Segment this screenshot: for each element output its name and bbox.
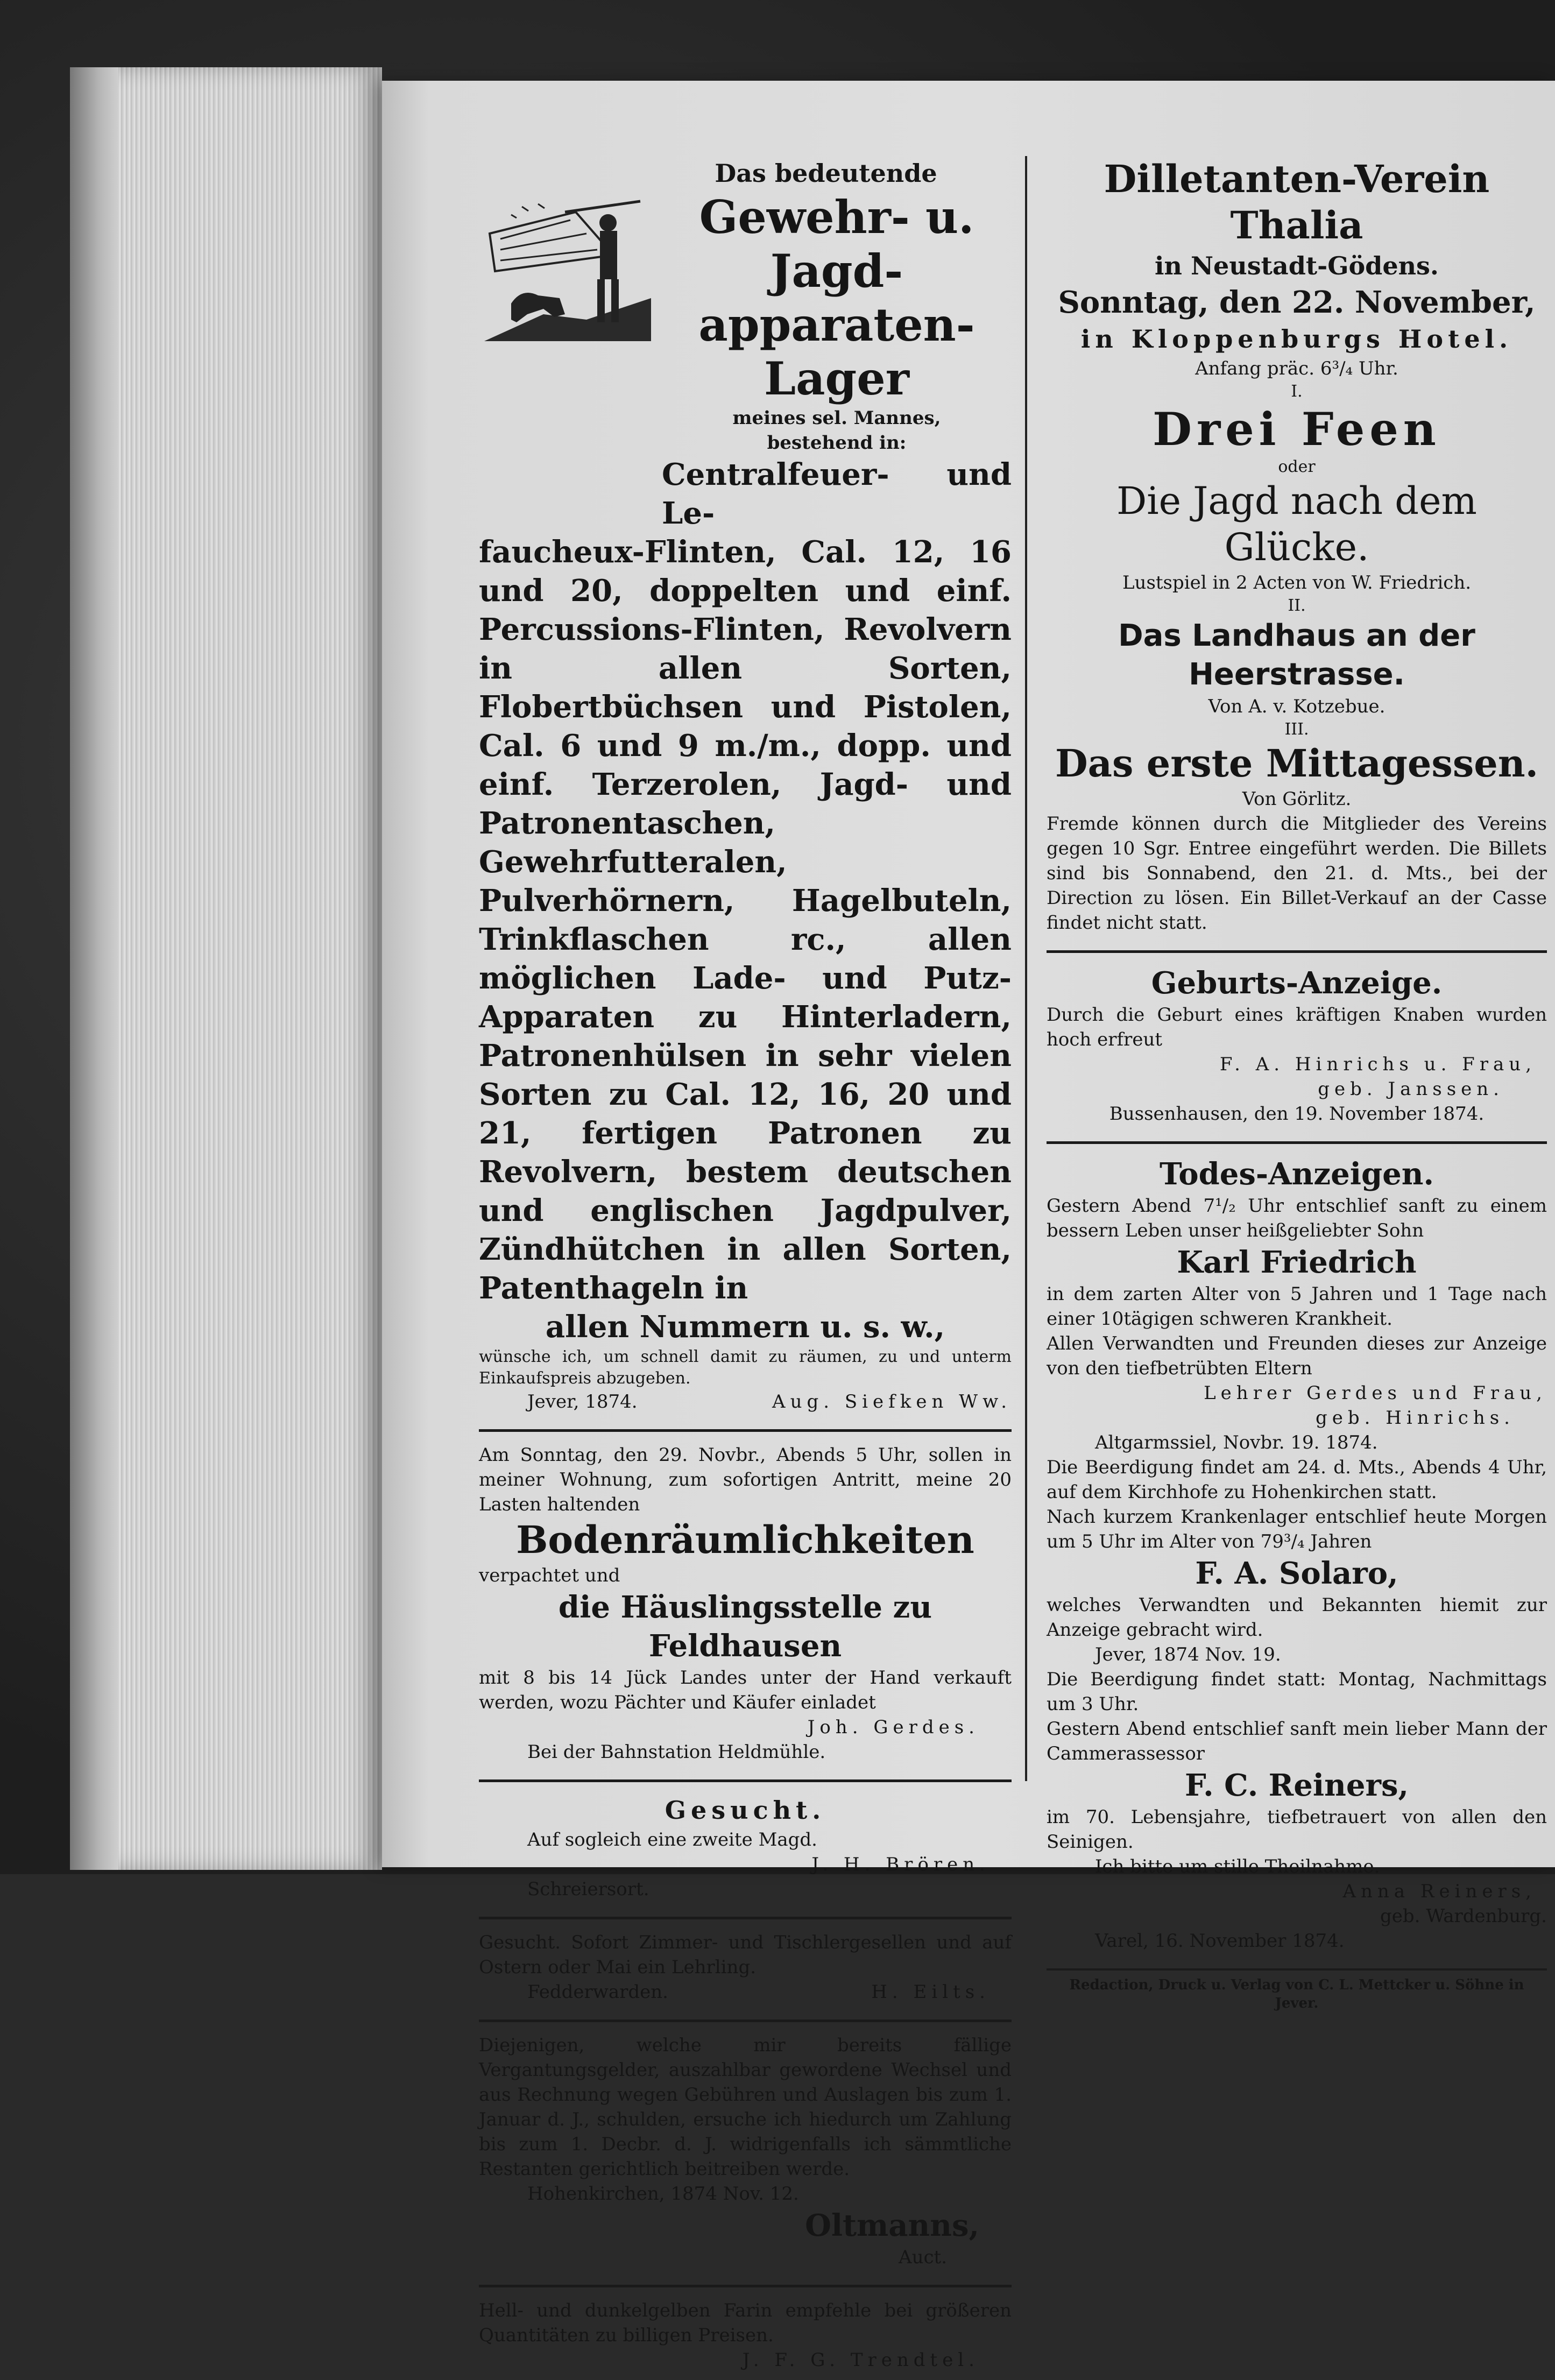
- thalia-start: Anfang präc. 6³/₄ Uhr.: [1195, 358, 1398, 379]
- hunter-illustration-icon: [479, 190, 656, 352]
- separator-rule: [479, 2285, 1012, 2287]
- geburt-ad: [1047, 958, 1547, 1134]
- todes-text-2: in dem zarten Alter von 5 Jahren und 1 Tage nach einer 10tägigen schweren Krankheit.: [1047, 1283, 1547, 1330]
- geburt-place-date: Bussenhausen, den 19. November 1874.: [1109, 1103, 1485, 1125]
- todes-text-4: Nach kurzem Krankenlager entschlief heute Morgen um 5 Uhr im Alter von 79³/₄ Jahren: [1047, 1506, 1547, 1552]
- todes-place-3: Varel, 16. November 1874.: [1095, 1930, 1345, 1952]
- gewehr-offer: wünsche ich, um schnell damit zu räumen, zu und unterm Einkaufspreis abzugeben.: [479, 1347, 1012, 1388]
- todes-sig-1b: geb. Hinrichs.: [1315, 1407, 1515, 1429]
- gewehr-footer: [479, 1389, 1012, 1414]
- todes-name-2: F. A. Solaro,: [1195, 1556, 1398, 1591]
- separator-rule: [479, 1779, 1012, 1782]
- thalia-title: Dilletanten-Verein Thalia: [1104, 157, 1490, 248]
- thalia-venue: in Kloppenburgs Hotel.: [1080, 324, 1513, 354]
- gewehr-sub-1: meines sel. Mannes,: [732, 407, 941, 429]
- gewehr-signature: Aug. Siefken Ww.: [772, 1391, 1012, 1413]
- newspaper-page: [382, 81, 1555, 2371]
- gewehr-body-2: faucheux-Flinten, Cal. 12, 16 und 20, doppelten und einf. Percussions-Flinten, Revolvern in allen Sorten, Flobertbüchsen und Pistolen, Cal. 6 und 9 m./m., dopp. und einf. Terzerolen, Jagd- und Patronentaschen, Gewehrfutteralen, Pulverhörnern, Hagelbuteln, Trinkflaschen rc., allen möglichen Lade- und Putz-Apparaten zu Hinterladern, Patronenhülsen in sehr vielen Sorten zu Cal. 12, 16, 20 und 21, fertigen Patronen zu Revolvern, bestem deutschen und englischen Jagdpulver, Zündhütchen in allen Sorten, Patenthageln in: [479, 534, 1012, 1306]
- boden-text: Am Sonntag, den 29. Novbr., Abends 5 Uhr, sollen in meiner Wohnung, zum sofortigen Antritt, meine 20 Lasten haltenden: [479, 1444, 1012, 1515]
- book-spine: [70, 67, 118, 1870]
- thalia-location: in Neustadt-Gödens.: [1155, 251, 1439, 280]
- todes-funeral-1: Die Beerdigung findet am 24. d. Mts., Abends 4 Uhr, auf dem Kirchhofe zu Hohenkirchen statt.: [1047, 1457, 1547, 1503]
- thalia-play-1-sub: Die Jagd nach dem Glücke.: [1116, 479, 1477, 569]
- thalia-play-1-info: Lustspiel in 2 Acten von W. Friedrich.: [1122, 572, 1472, 594]
- oltmanns-place-date: Hohenkirchen, 1874 Nov. 12.: [527, 2183, 799, 2205]
- todes-text-8: Ich bitte um stille Theilnahme.: [1095, 1856, 1380, 1877]
- thalia-note: Fremde können durch die Mitglieder des Vereins gegen 10 Sgr. Entree eingeführt werden. Die Billets sind bis Sonnabend, den 21. d. Mts., bei der Direction zu lösen. Ein Billet-Verkauf an der Casse findet nicht statt.: [1047, 813, 1547, 934]
- imprint-line: Redaction, Druck u. Verlag von C. L. Mettcker u. Söhne in Jever.: [1069, 1977, 1524, 2011]
- oltmanns-ad: [479, 2028, 1012, 2277]
- gesucht-2-place: Fedderwarden.: [527, 1981, 668, 2003]
- geburt-headline: Geburts-Anzeige.: [1151, 965, 1443, 1001]
- todes-text-7: im 70. Lebensjahre, tiefbetrauert von allen den Seinigen.: [1047, 1806, 1547, 1853]
- geburt-names-2: geb. Janssen.: [1318, 1078, 1504, 1100]
- thalia-oder: oder: [1278, 457, 1316, 476]
- oltmanns-signature: Oltmanns,: [805, 2208, 979, 2243]
- gewehr-ad: [479, 151, 1012, 1422]
- thalia-play-3: Das erste Mittagessen.: [1055, 741, 1539, 786]
- boden-headline-2: die Häuslingsstelle zu Feldhausen: [558, 1590, 932, 1664]
- boden-headline: Bodenräumlichkeiten: [516, 1517, 974, 1562]
- thalia-num-3: III.: [1284, 720, 1309, 739]
- thalia-play-2: Das Landhaus an der Heerstrasse.: [1118, 618, 1475, 692]
- book-page-edges: [70, 67, 382, 1870]
- separator-rule: [479, 1429, 1012, 1432]
- todes-sig-1a: Lehrer Gerdes und Frau,: [1204, 1382, 1547, 1404]
- gewehr-lead: Das bedeutende: [715, 159, 937, 188]
- gesucht-1-ad: [479, 1788, 1012, 1909]
- gesucht-2-signature: H. Eilts.: [871, 1981, 990, 2003]
- gewehr-title-2: apparaten-Lager: [698, 298, 975, 405]
- todes-text-3: Allen Verwandten und Freunden dieses zur Anzeige von den tiefbetrübten Eltern: [1047, 1333, 1547, 1379]
- separator-rule: [1047, 1141, 1547, 1144]
- boden-mid: verpachtet und: [479, 1565, 620, 1586]
- todes-place-2: Jever, 1874 Nov. 19.: [1095, 1644, 1281, 1665]
- thalia-num-1: I.: [1291, 382, 1303, 401]
- todes-headline: Todes-Anzeigen.: [1159, 1156, 1434, 1192]
- separator-rule: [1047, 1968, 1547, 1971]
- thalia-num-2: II.: [1288, 596, 1306, 615]
- gesucht-1-place: Schreiersort.: [527, 1878, 649, 1900]
- gesucht-1-text: Auf sogleich eine zweite Magd.: [527, 1829, 817, 1851]
- left-column: [479, 151, 1012, 2380]
- gewehr-title-block: [662, 190, 1012, 533]
- boden-text-2: mit 8 bis 14 Jück Landes unter der Hand verkauft werden, wozu Pächter und Käufer einladet: [479, 1667, 1012, 1713]
- gewehr-sub-2: bestehend in:: [767, 432, 907, 454]
- farin-signature: J. F. G. Trendtel.: [742, 2349, 979, 2371]
- thalia-date: Sonntag, den 22. November,: [1058, 285, 1536, 320]
- geburt-names-1: F. A. Hinrichs u. Frau,: [1219, 1054, 1536, 1075]
- farin-ad: [479, 2293, 1012, 2380]
- todes-text-1: Gestern Abend 7¹/₂ Uhr entschlief sanft zu einem bessern Leben unser heißgeliebter Sohn: [1047, 1195, 1547, 1241]
- todes-name-3: F. C. Reiners,: [1184, 1768, 1409, 1803]
- gesucht-2-footer: [479, 1980, 1012, 2004]
- right-column: [1047, 151, 1547, 2012]
- separator-rule: [1047, 950, 1547, 953]
- boden-ad: [479, 1437, 1012, 1772]
- todes-text-6: Gestern Abend entschlief sanft mein lieber Mann der Cammerassessor: [1047, 1718, 1547, 1764]
- separator-rule: [479, 1917, 1012, 1919]
- geburt-text: Durch die Geburt eines kräftigen Knaben wurden hoch erfreut: [1047, 1004, 1547, 1050]
- gewehr-place-date: Jever, 1874.: [527, 1391, 638, 1413]
- gesucht-1-headline: Gesucht.: [665, 1796, 826, 1825]
- todes-sig-3a: Anna Reiners,: [1342, 1881, 1536, 1902]
- gesucht-1-signature: J. H. Brören.: [811, 1854, 990, 1875]
- oltmanns-role: Auct.: [899, 2247, 947, 2268]
- todes-place-1: Altgarmssiel, Novbr. 19. 1874.: [1095, 1432, 1378, 1453]
- thalia-ad: [1047, 151, 1547, 943]
- gewehr-body-1: Centralfeuer- und Le-: [662, 457, 1012, 531]
- thalia-play-3-info: Von Görlitz.: [1242, 788, 1352, 810]
- column-rule: [1025, 156, 1027, 1781]
- todes-funeral-2: Die Beerdigung findet statt: Montag, Nachmittags um 3 Uhr.: [1047, 1669, 1547, 1715]
- todes-ad: [1047, 1149, 1547, 1961]
- todes-name-1: Karl Friedrich: [1177, 1245, 1417, 1280]
- todes-text-5: welches Verwandten und Bekannten hiemit zur Anzeige gebracht wird.: [1047, 1594, 1547, 1641]
- gewehr-header: [479, 190, 1012, 533]
- todes-sig-3b: geb. Wardenburg.: [1380, 1905, 1547, 1927]
- farin-text: Hell- und dunkelgelben Farin empfehle bei größeren Quantitäten zu billigen Preisen.: [479, 2300, 1012, 2346]
- gewehr-body-3: allen Nummern u. s. w.,: [545, 1309, 945, 1345]
- separator-rule: [479, 2019, 1012, 2022]
- boden-footer: Bei der Bahnstation Heldmühle.: [527, 1741, 826, 1763]
- thalia-play-2-info: Von A. v. Kotzebue.: [1208, 696, 1386, 717]
- boden-signature: Joh. Gerdes.: [807, 1717, 979, 1738]
- oltmanns-text: Diejenigen, welche mir bereits fällige Vergantungsgelder, auszahlbar gewordene Wechsel und aus Rechnung wegen Gebühren und Auslagen bis zum 1. Januar d. J., schulden, ersuche ich hiedurch um Zahlung bis zum 1. Decbr. d. J. widrigenfalls ich sämmtliche Restanten gerichtlich beitreiben werde.: [479, 2035, 1012, 2180]
- gesucht-2-text: Gesucht. Sofort Zimmer- und Tischlergesellen und auf Ostern oder Mai ein Lehrling.: [479, 1932, 1012, 1978]
- gesucht-2-ad: [479, 1925, 1012, 2012]
- thalia-play-1: Drei Feen: [1153, 402, 1441, 456]
- gewehr-title-1: Gewehr- u. Jagd-: [699, 190, 974, 298]
